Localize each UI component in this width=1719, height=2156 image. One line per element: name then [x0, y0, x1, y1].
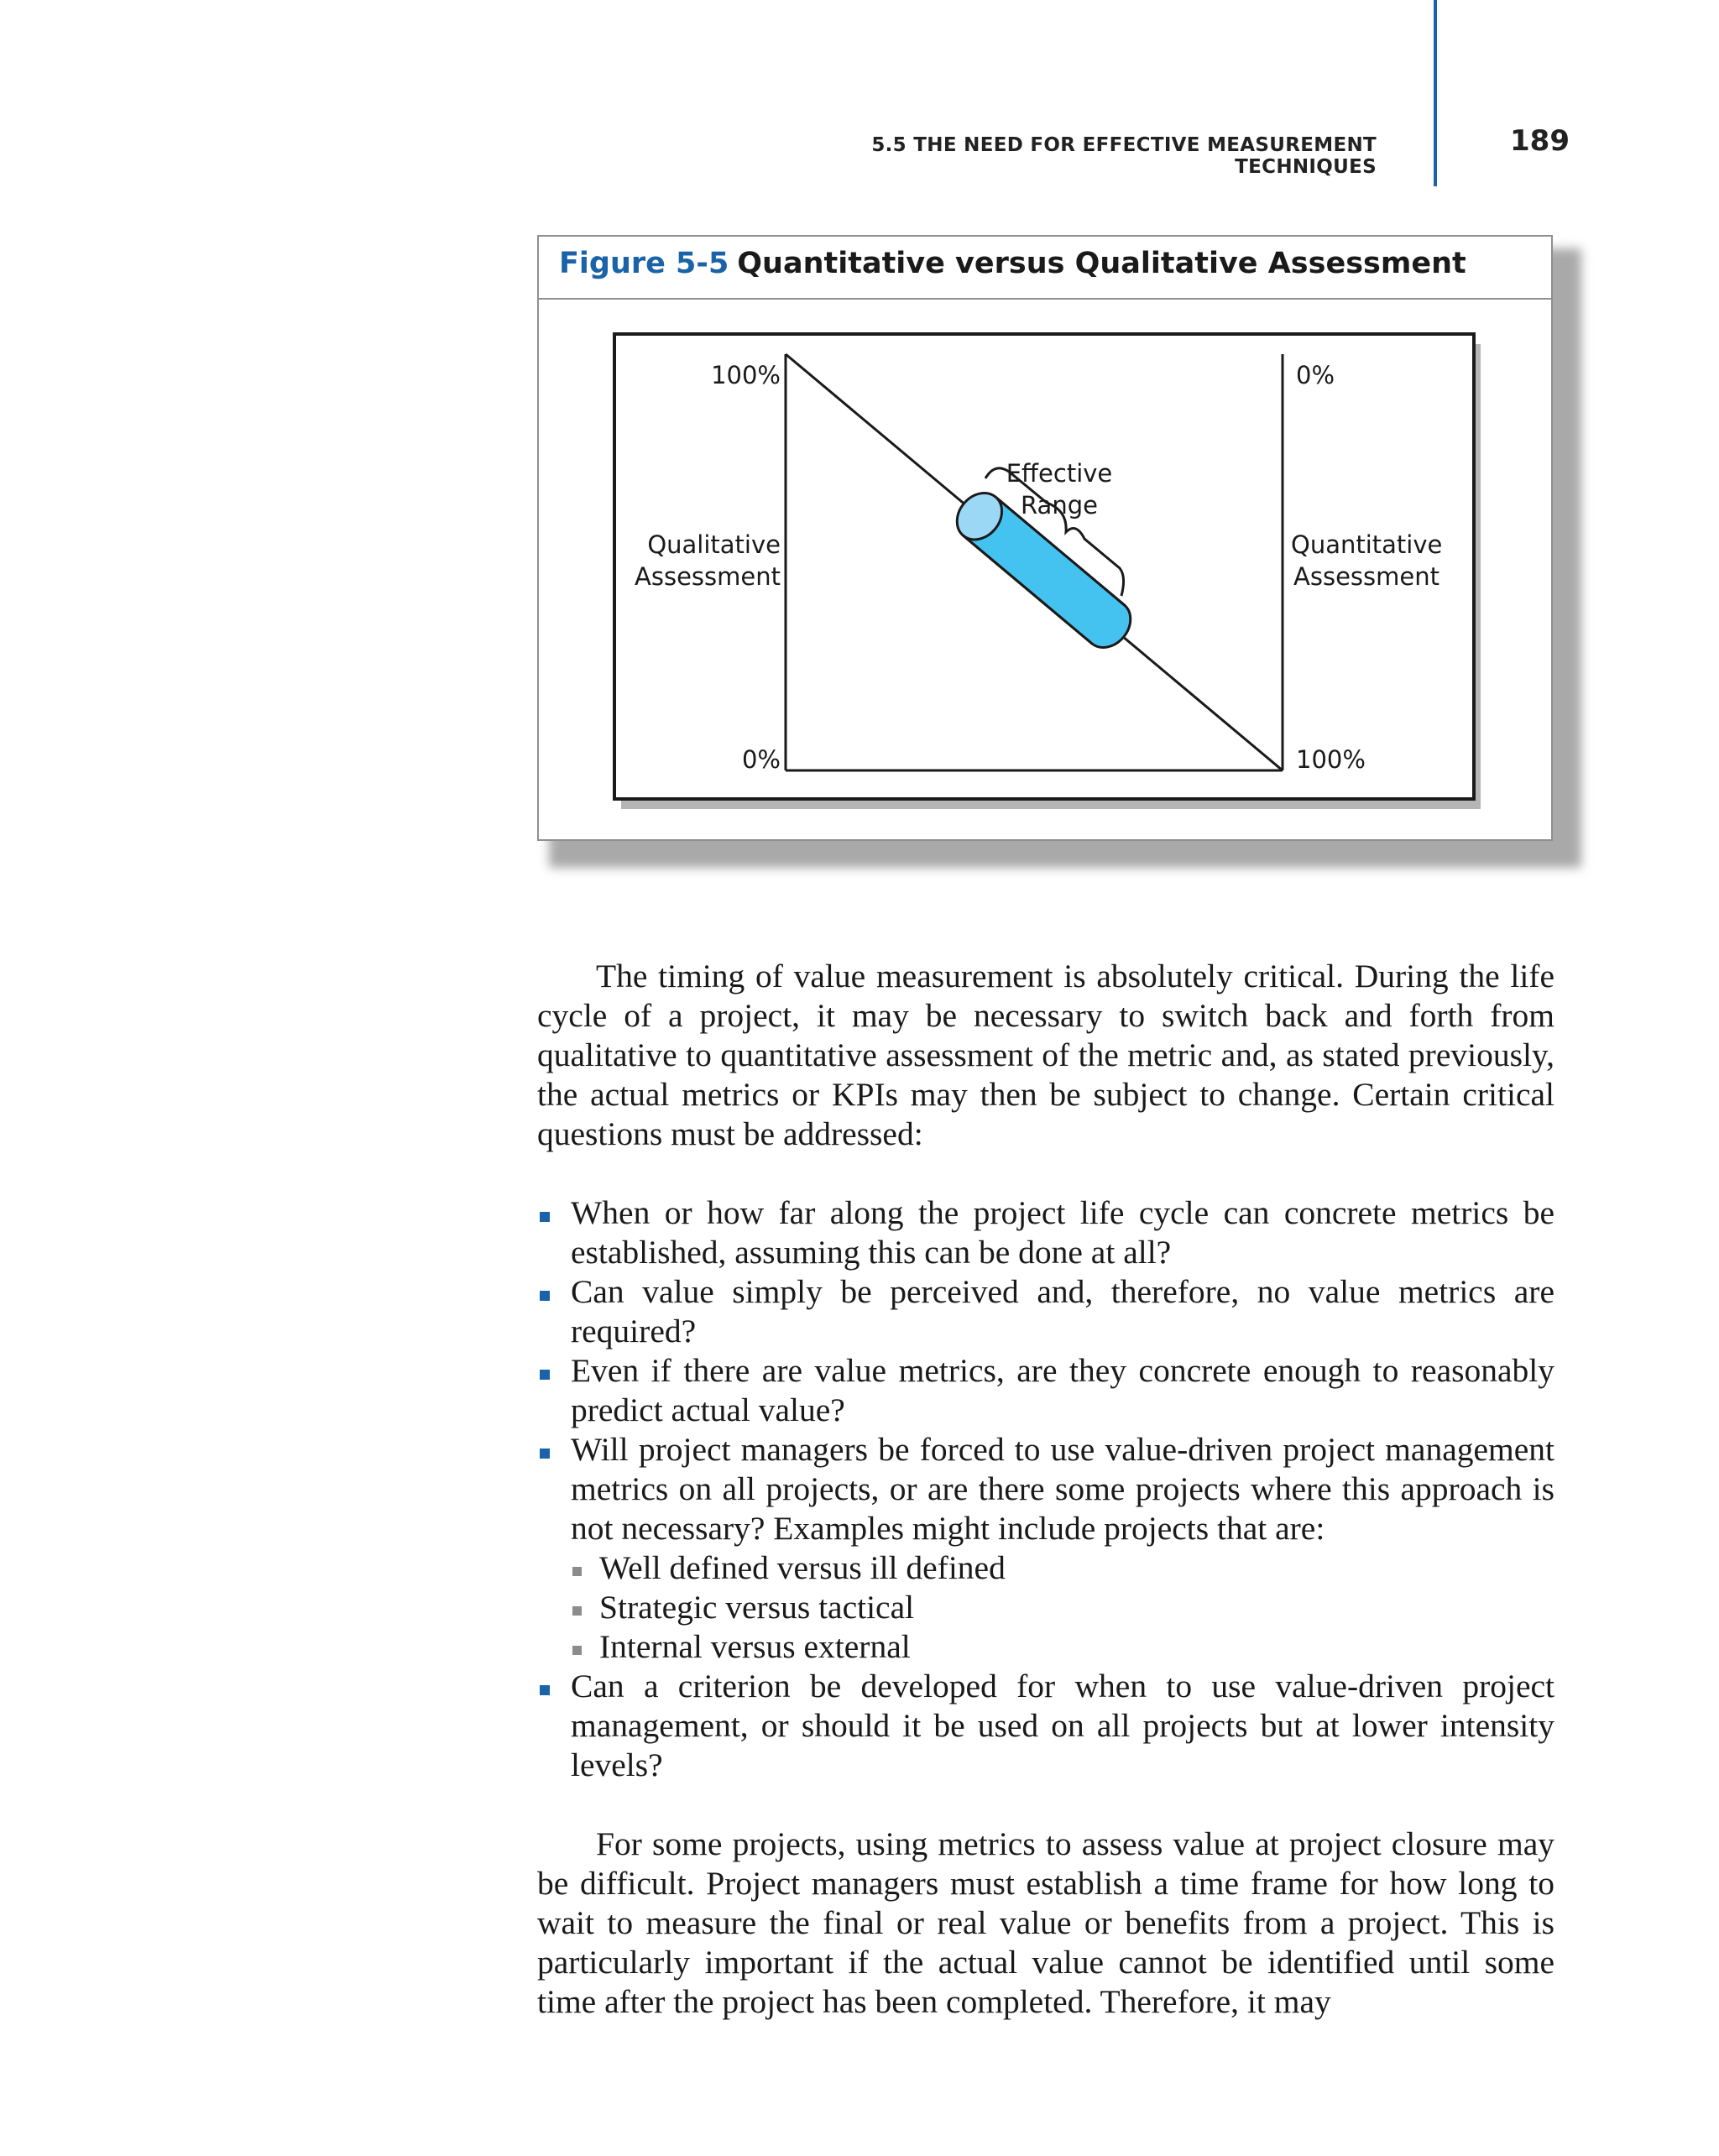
left-top-percent: 100% [711, 361, 781, 389]
list-item-text: Can value simply be perceived and, therefore, no value metrics are required? [571, 1273, 1554, 1349]
left-bottom-percent: 0% [741, 745, 781, 774]
effective-range-label-line1: Effective [1006, 459, 1113, 488]
project-types-list [571, 1548, 1554, 1667]
sub-bullet-marker [572, 1646, 582, 1655]
effective-range-label-line2: Range [1021, 491, 1098, 519]
bullet-marker [540, 1370, 550, 1380]
sub-list-item [571, 1627, 1554, 1667]
qualitative-assessment-label [635, 529, 781, 593]
list-item [537, 1272, 1554, 1351]
header-rule [1434, 0, 1437, 186]
qualitative-label-line1: Qualitative [647, 530, 781, 559]
sub-list-item [571, 1588, 1554, 1627]
paragraph-project-closure: For some projects, using metrics to assess value at project closure may be difficult. Project managers must establish a time frame for how long to wait to measure the final or real value or benefits from a project. This is particularly important if the actual value cannot be identified until some time after the project has been completed. Therefore, it may [537, 1825, 1554, 2020]
list-item-text: Can a criterion be developed for when to use value-driven project management, or should it be used on all projects but at lower intensity levels? [571, 1668, 1554, 1783]
list-item [537, 1351, 1554, 1430]
sub-list-item [571, 1548, 1554, 1588]
quantitative-label-line1: Quantitative [1291, 530, 1443, 559]
page-number: 189 [1510, 124, 1570, 158]
body-text [537, 957, 1554, 2022]
bullet-marker [540, 1449, 550, 1459]
list-item-text: When or how far along the project life cycle can concrete metrics be established, assuming this can be done at all? [571, 1194, 1554, 1271]
right-bottom-percent: 100% [1296, 745, 1366, 774]
sub-list-item-text: Internal versus external [599, 1628, 911, 1665]
sub-bullet-marker [572, 1606, 582, 1616]
list-item [537, 1667, 1554, 1785]
list-item [537, 1430, 1554, 1667]
list-item-text: Will project managers be forced to use value-driven project management metrics on all projects, or are there some projects where this approach is not necessary? Examples might include projects that are: [571, 1431, 1554, 1547]
list-item-text: Even if there are value metrics, are they concrete enough to reasonably predict actual value? [571, 1352, 1554, 1428]
figure-title: Quantitative versus Qualitative Assessment [737, 247, 1466, 280]
bullet-marker [540, 1685, 550, 1695]
quantitative-label-line2: Assessment [1293, 562, 1439, 591]
right-top-percent: 0% [1296, 361, 1335, 389]
critical-questions-list [537, 1193, 1554, 1785]
sub-list-item-text: Well defined versus ill defined [599, 1549, 1006, 1586]
bullet-marker [540, 1291, 550, 1301]
figure-5-5 [537, 235, 1553, 841]
bullet-marker [540, 1212, 550, 1222]
running-head: 5.5 THE NEED FOR EFFECTIVE MEASUREMENT TECHNIQUES [871, 134, 1377, 178]
paragraph-timing: The timing of value measurement is absolutely critical. During the life cycle of a project, it may be necessary to switch back and forth from qualitative to quantitative assessment of the metric and, as stated previously, the actual metrics or KPIs may then be subject to change. Certain critical questions must be addressed: [537, 958, 1554, 1152]
qualitative-label-line2: Assessment [635, 562, 781, 591]
figure-number: Figure 5-5 [559, 247, 729, 280]
effective-range-label [975, 457, 1143, 521]
list-item [537, 1193, 1554, 1272]
sub-list-item-text: Strategic versus tactical [599, 1589, 915, 1626]
quantitative-assessment-label [1291, 529, 1442, 593]
sub-bullet-marker [572, 1567, 582, 1576]
